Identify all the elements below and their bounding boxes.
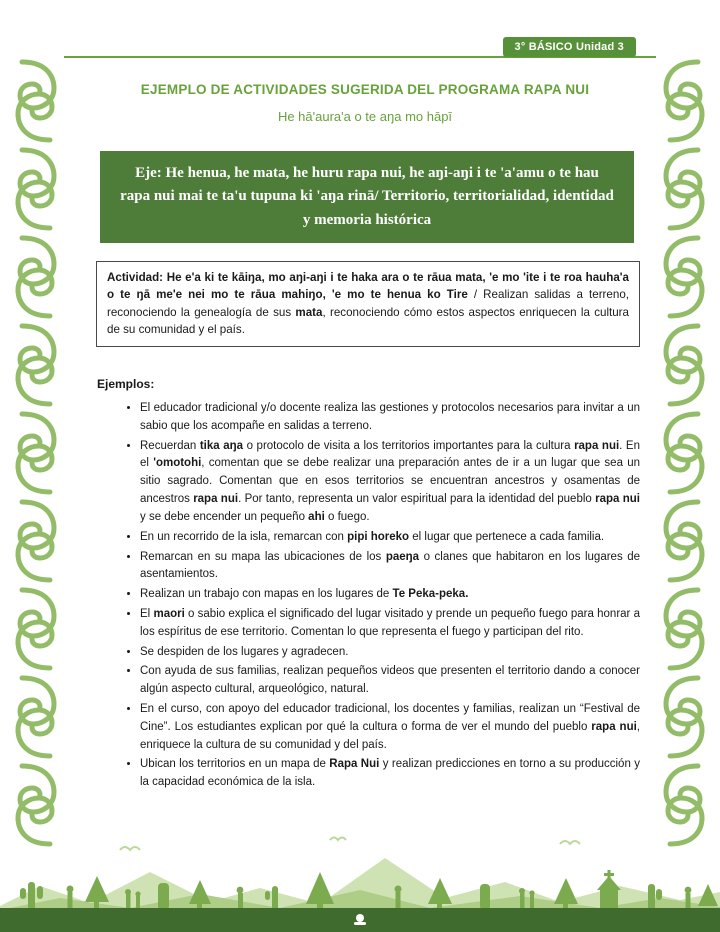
ejemplo-item: • En un recorrido de la isla, remarcan con pipi horeko el lugar que pertenece a cada familia. — [140, 529, 640, 547]
ejemplos-heading: Ejemplos: — [97, 377, 155, 391]
ejemplo-item: • Se despiden de los lugares y agradecen. — [140, 644, 640, 662]
ejemplo-item: • El educador tradicional y/o docente realiza las gestiones y protocolos necesarios para invitar a un sabio que los acompañe en salidas a terreno. — [140, 400, 640, 436]
ejemplo-item: • Recuerdan tika aŋa o protocolo de visita a los territorios importantes para la cultura rapa nui. En el 'omotohi, comentan que se debe realizar una preparación antes de ir a un lugar que sea un sitio sagrado. Comentan que en esos territorios se encuentran ancestros y osamentas de ancestros rapa nui. Por tanto, representa un valor espiritual para la identidad del pueblo rapa nui y se debe encender un pequeño ahi o fuego. — [140, 438, 640, 527]
footer-illustration — [0, 828, 720, 932]
ejemplo-item: • Ubican los territorios en un mapa de Rapa Nui y realizan predicciones en torno a su producción y la capacidad económica de la isla. — [140, 756, 640, 792]
ejemplos-list — [118, 400, 640, 794]
page-title: EJEMPLO DE ACTIVIDADES SUGERIDA DEL PROGRAMA RAPA NUI — [140, 82, 590, 97]
ejemplo-item: • Realizan un trabajo con mapas en los lugares de Te Peka-peka. — [140, 586, 640, 604]
page-subtitle: He hā'aura'a o te aŋa mo hāpī — [277, 109, 453, 124]
ejemplo-item: • Remarcan en su mapa las ubicaciones de los paeŋa o clanes que habitaron en los lugares de asentamientos. — [140, 549, 640, 585]
unit-badge: 3° BÁSICO Unidad 3 — [503, 37, 636, 57]
ejemplo-item: • En el curso, con apoyo del educador tradicional, los docentes y familias, realizan un “Festival de Cine”. Los estudiantes explican por qué la cultura o forma de ver el mundo del pueblo rapa nui, enriquece la cultura de su comunidad y del país. — [140, 701, 640, 754]
actividad-text: Actividad: He e'a ki te kāiŋa, mo aŋi-aŋi i te haka ara o te rāua mata, 'e mo 'ite i te roa hauha'a o te ŋā me'e nei mo te rāua mahiŋo, 'e mo te henua ko Tire / Realizan salidas a terreno, reconociendo la genealogía de sus mata, reconociendo cómo estos aspectos enriquecen la cultura de su comunidad y el país. — [107, 271, 629, 337]
eje-text: Eje: He henua, he mata, he huru rapa nui, he aŋi-aŋi i te 'a'amu o te hau rapa nui mai te ta'u tupuna ki 'aŋa rinā/ Territorio, territorialidad, identidad y memoria histórica — [120, 165, 614, 228]
ejemplo-item: • Con ayuda de sus familias, realizan pequeños videos que presenten el territorio dando a conocer algún aspecto cultural, arqueológico, natural. — [140, 663, 640, 699]
koru-border-left — [14, 56, 58, 850]
ejemplo-item: • El maori o sabio explica el significado del lugar visitado y prende un pequeño fuego para honrar a los espíritus de ese territorio. Comentan lo que representa el fuego y participan del rito. — [140, 606, 640, 642]
eje-box — [100, 151, 634, 243]
actividad-box — [96, 261, 640, 347]
koru-border-right — [662, 56, 706, 850]
